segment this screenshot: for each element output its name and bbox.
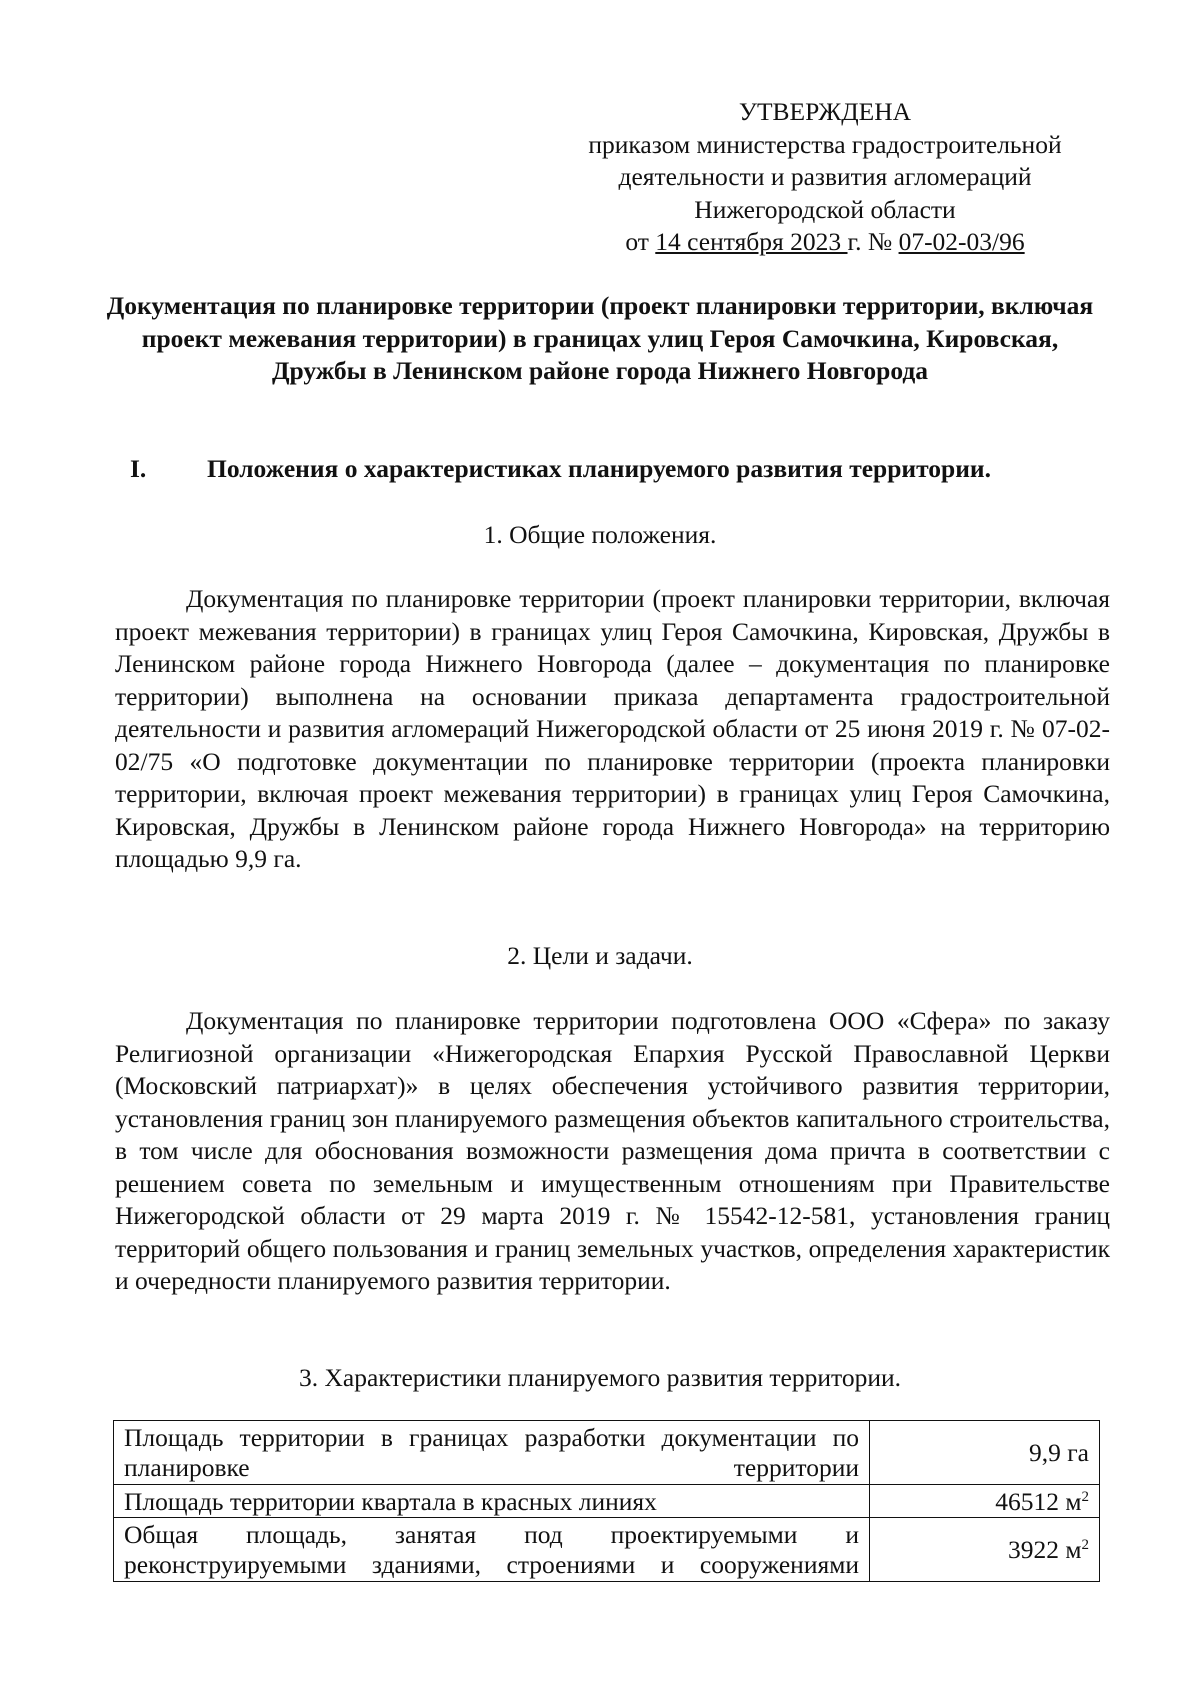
section-title: Положения о характеристиках планируемого развития территории. — [207, 454, 991, 483]
order-number: 07-02-03/96 — [898, 227, 1025, 256]
row-label: Площадь территории в границах разработки документации по планировке территории — [114, 1421, 870, 1485]
approval-date: 14 сентября 2023 — [655, 227, 848, 256]
subsection-goals: 2. Цели и задачи. — [507, 941, 693, 970]
subsection-general: 1. Общие положения. — [483, 520, 717, 549]
paragraph-general: Документация по планировке территории (проект планировки территории, включая проект межевания территории) в границах улиц Героя Самочкина, Кировская, Дружбы в Ленинском районе города Нижнего Новгорода (далее – документация по планировке территории) выполнена на основании приказа департамента градостроительной деятельности и развития агломераций Нижегородской области от 25 июня 2019 г. № 07-02-02/75 «О подготовке документации по планировке территории (проекта планировки территории, включая проект межевания территории) в границах улиц Героя Самочкина, Кировская, Дружбы в Ленинском районе города Нижнего Новгорода» на территорию площадью 9,9 га. — [115, 584, 1110, 873]
approval-date-line — [540, 226, 1110, 259]
approval-line: Нижегородской области — [694, 194, 956, 224]
paragraph-goals: Документация по планировке территории подготовлена ООО «Сфера» по заказу Религиозной организации «Нижегородская Епархия Русской Православной Церкви (Московский патриархат)» в целях обеспечения устойчивого развития территории, установления границ зон планируемого размещения объектов капитального строительства, в том числе для обоснования возможности размещения дома причта в соответствии с решением совета по земельным и имущественным отношениям при Правительстве Нижегородской области от 29 марта 2019 г. № 15542-12-581, установления границ территорий общего пользования и границ земельных участков, определения характеристик и очередности планируемого развития территории. — [115, 1006, 1110, 1295]
value-text: 46512 м — [995, 1486, 1082, 1516]
approval-block — [540, 96, 1110, 259]
value-text: 3922 м — [1007, 1535, 1082, 1564]
unit-superscript: 2 — [1081, 1537, 1089, 1553]
approval-stamp: УТВЕРЖДЕНА — [738, 97, 912, 126]
approval-line: приказом министерства градостроительной — [588, 129, 1062, 159]
table-row — [114, 1485, 1100, 1518]
year-suffix: г. № — [847, 227, 893, 256]
value-text: 9,9 га — [1028, 1438, 1089, 1467]
table-row — [114, 1421, 1100, 1485]
characteristics-table — [113, 1420, 1100, 1582]
section-number: I. — [130, 454, 147, 483]
row-value — [870, 1421, 1100, 1485]
row-value — [870, 1518, 1100, 1582]
unit-superscript: 2 — [1081, 1488, 1089, 1505]
row-label: Площадь территории квартала в красных линиях — [114, 1485, 870, 1518]
document-title: Документация по планировке территории (проект планировки территории, включая проект межевания территории) в границах улиц Героя Самочкина, Кировская, Дружбы в Ленинском районе города Нижнего Новгорода — [106, 291, 1094, 385]
table-row — [114, 1518, 1100, 1582]
subsection-characteristics: 3. Характеристики планируемого развития территории. — [298, 1363, 901, 1392]
date-prefix: от — [625, 227, 649, 256]
approval-line: деятельности и развития агломераций — [618, 162, 1032, 191]
row-value — [870, 1485, 1100, 1518]
row-label: Общая площадь, занятая под проектируемыми и реконструируемыми зданиями, строениями и сооружениями — [114, 1518, 870, 1582]
